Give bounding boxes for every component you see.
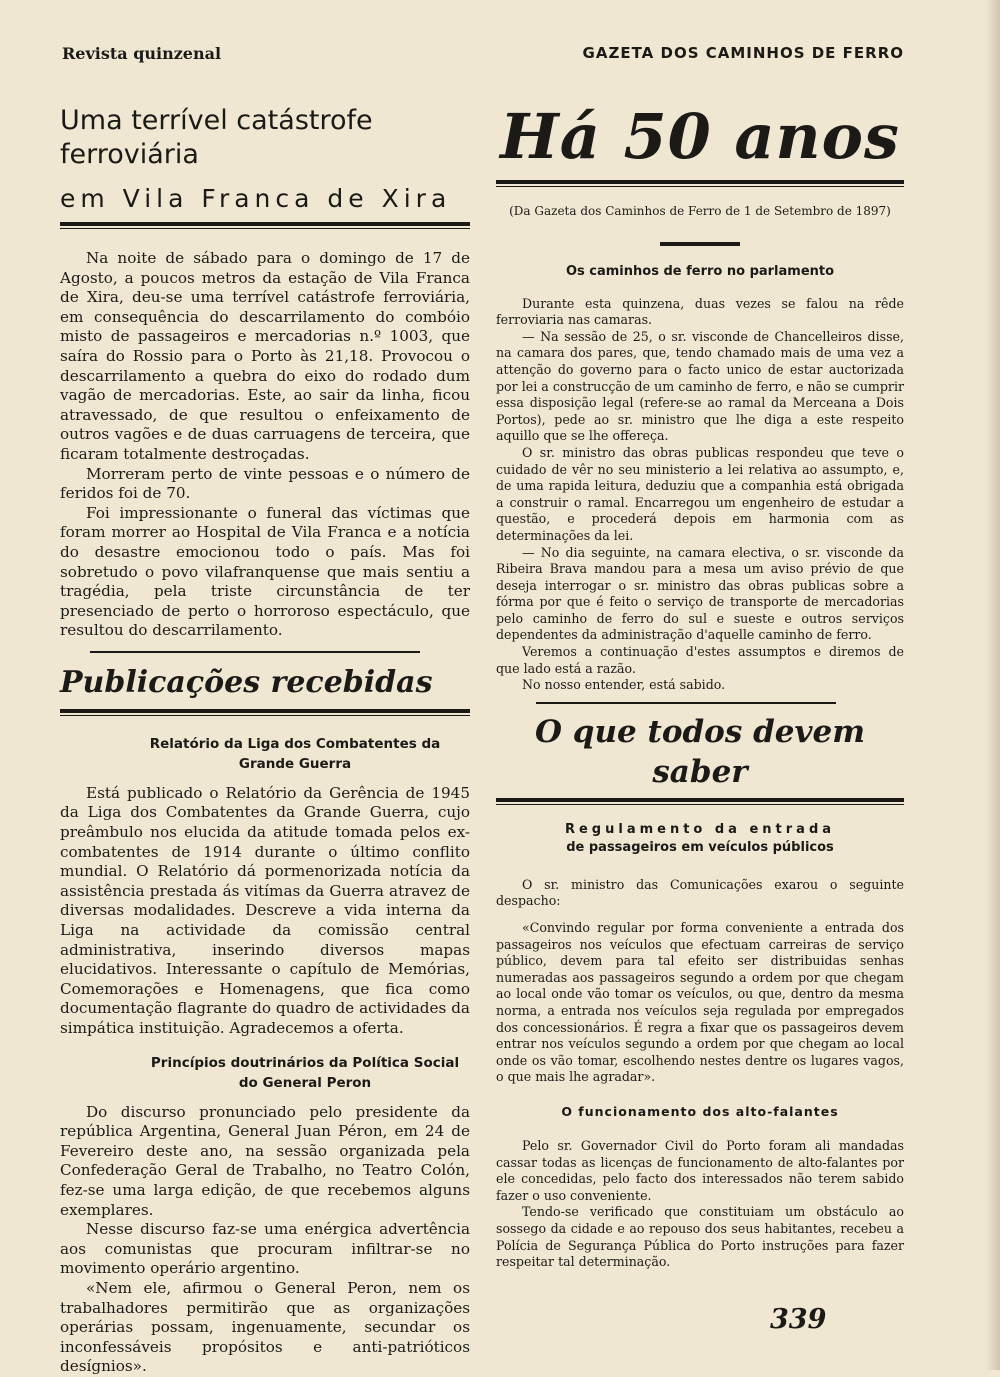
saber-subtitle-line1: Regulamento da entrada bbox=[564, 821, 836, 837]
article1-paragraph: Foi impressionante o funeral das víctimas que foram morrer ao Hospital de Vila Franca e a notícia do desastre emocionou todo o país. Mas foi sobretudo o povo vilafranquense que mais sentiu a tragédia, pela triste circunstância de ter presenciado de perto o horroroso espectáculo, que resultou do descarrilamento. bbox=[60, 503, 470, 640]
ha50-source: (Da Gazeta dos Caminhos de Ferro de 1 de Setembro de 1897) bbox=[509, 204, 891, 218]
left-column bbox=[60, 100, 470, 1377]
page-number: 339 bbox=[770, 1304, 827, 1335]
publicacoes-item2-paragraph: Nesse discurso faz-se uma enérgica advertência aos comunistas que procuram infiltrar-se no movimento operário argentino. bbox=[60, 1220, 470, 1278]
ha50-title-rule bbox=[496, 180, 904, 187]
article1-paragraph: Na noite de sábado para o domingo de 17 de Agosto, a poucos metros da estação de Vila Franca de Xira, deu-se uma terrível catástrofe ferroviária, em consequência do descarrilamento do combóio misto de passageiros e mercadorias n.º 1003, que saíra do Rossio para o Porto às 21,18. Provocou o descarrilamento a quebra do eixo do rodado dum vagão de mercadorias. Este, ao sair da linha, ficou atravessado, de que resultou o enfeixamento de outros vagões e de duas carruagens de terceira, que ficaram totalmente destroçadas. bbox=[60, 249, 470, 463]
article1-paragraph: Morreram perto de vinte pessoas e o número de feridos foi de 70. bbox=[60, 464, 470, 503]
saber-paragraph: «Convindo regular por forma conveniente a entrada dos passageiros nos veículos que efectuam carreiras de serviço público, devem para tal efeito ser distribuidas senhas numeradas aos passageiros segundo a ordem por que chegam ao local onde vão tomar os veículos, ou que, dentro da mesma norma, a entrada nos veículos seja regulada por empregados dos concessionários. É regra a fixar que os passageiros devem entrar nos veículos segundo a ordem por que chegam ao local onde os vão tomar, escolhendo nestes dentre os lugares vagos, o que mais lhe agradar». bbox=[496, 920, 904, 1085]
saber-title-rule bbox=[496, 798, 904, 805]
saber-paragraph2: Tendo-se verificado que constituiam um obstáculo ao sossego da cidade e ao repouso dos seus habitantes, recebeu a Polícia de Segurança Pública do Porto instruções para fazer respeitar tal determinação. bbox=[496, 1204, 904, 1270]
publicacoes-item2-title: Princípios doutrinários da Política Social do General Peron bbox=[150, 1054, 460, 1091]
publicacoes-item1-title: Relatório da Liga dos Combatentes da Grande Guerra bbox=[149, 735, 441, 772]
publicacoes-title: Publicações recebidas bbox=[60, 664, 433, 700]
saber-subtitle-line2: de passageiros em veículos públicos bbox=[566, 839, 834, 855]
header-left-label: Revista quinzenal bbox=[62, 44, 222, 63]
ha50-title: Há 50 anos bbox=[500, 100, 900, 173]
publicacoes-item2-paragraph: «Nem ele, afirmou o General Peron, nem os trabalhadores permitirão que as organizações operárias possam, ingenuamente, secundar os inconfessáveis propósitos e anti-patrióticos desígnios». bbox=[60, 1278, 470, 1376]
saber-subtitle2: O funcionamento dos alto-falantes bbox=[561, 1103, 839, 1119]
ha50-paragraph: Veremos a continuação d'estes assumptos e diremos de que lado está a razão. bbox=[496, 644, 904, 676]
article1-title-line2: em Vila Franca de Xira bbox=[60, 184, 452, 213]
article1-title-rule bbox=[60, 222, 470, 229]
header-right-label: GAZETA DOS CAMINHOS DE FERRO bbox=[582, 44, 904, 62]
page-edge-shadow bbox=[986, 0, 1000, 1370]
publicacoes-item2-paragraph: Do discurso pronunciado pelo presidente da república Argentina, General Juan Péron, em 24 de Fevereiro deste ano, na sessão organizada pela Confederação Geral de Trabalho, no Teatro Colón, fez-se uma larga edição, de que recebemos alguns exemplares. bbox=[60, 1102, 470, 1219]
ha50-paragraph: No nosso entender, está sabido. bbox=[522, 677, 726, 693]
ha50-subtitle: Os caminhos de ferro no parlamento bbox=[565, 263, 835, 279]
ha50-paragraph: — No dia seguinte, na camara electiva, o sr. visconde da Ribeira Brava mandou para a mesa um aviso prévio de que deseja interrogar o sr. ministro das obras publicas sobre a fórma por que é feito o serviço de transporte de mercadorias pelo caminho de ferro do sul e sueste e outros serviços dependentes da administração d'aquelle caminho de ferro. bbox=[496, 544, 904, 643]
saber-paragraph2: Pelo sr. Governador Civil do Porto foram ali mandadas cassar todas as licenças de funcionamento de alto-falantes por ele concedidas, pelo facto dos interessados não terem sabido fazer o uso conveniente. bbox=[496, 1137, 904, 1203]
saber-paragraph: O sr. ministro das Comunicações exarou o seguinte despacho: bbox=[496, 876, 904, 909]
publicacoes-title-rule bbox=[60, 709, 470, 716]
article1-title-line1: Uma terrível catástrofe ferroviária bbox=[60, 105, 373, 170]
ha50-paragraph: Durante esta quinzena, duas vezes se falou na rêde ferroviaria nas camaras. bbox=[496, 295, 904, 328]
saber-title: O que todos devem saber bbox=[534, 713, 866, 790]
ha50-paragraph: O sr. ministro das obras publicas respondeu que teve o cuidado de vêr no seu ministerio a lei relativa ao assumpto, e, de uma rapida leitura, deduziu que a companhia está obrigada a construir o ramal. Encarregou um engenheiro de estudar a questão, e procederá depois em harmonia com as determinações da lei. bbox=[496, 444, 904, 543]
publicacoes-item1-text: Está publicado o Relatório da Gerência de 1945 da Liga dos Combatentes da Grande Guerra, cujo preâmbulo nos elucida da atitude tomada pelos ex-combatentes de 1914 durante o último conflito mundial. O Relatório dá pormenorizada notícia da assistência prestada ás vitímas da Guerra atravez de diversas modalidades. Descreve a vida interna da Liga na actividade da comissão central administrativa, inserindo diversos mapas elucidativos. Interessante o capítulo de Memórias, Comemorações e Homenagens, que fica como documentação flagrante do quadro de actividades da simpática instituição. Agradecemos a oferta. bbox=[60, 783, 470, 1037]
ha50-paragraph: — Na sessão de 25, o sr. visconde de Chancelleiros disse, na camara dos pares, que, tendo chamado mais de uma vez a attenção do governo para o facto unico de estar auctorizada por lei a construcção de um caminho de ferro, e não se cumprir essa disposição legal (refere-se ao ramal da Merceana a Dois Portos), pede ao sr. ministro que lhe diga a este respeito aquillo que se lhe offereça. bbox=[496, 328, 904, 444]
right-column bbox=[496, 100, 904, 1271]
